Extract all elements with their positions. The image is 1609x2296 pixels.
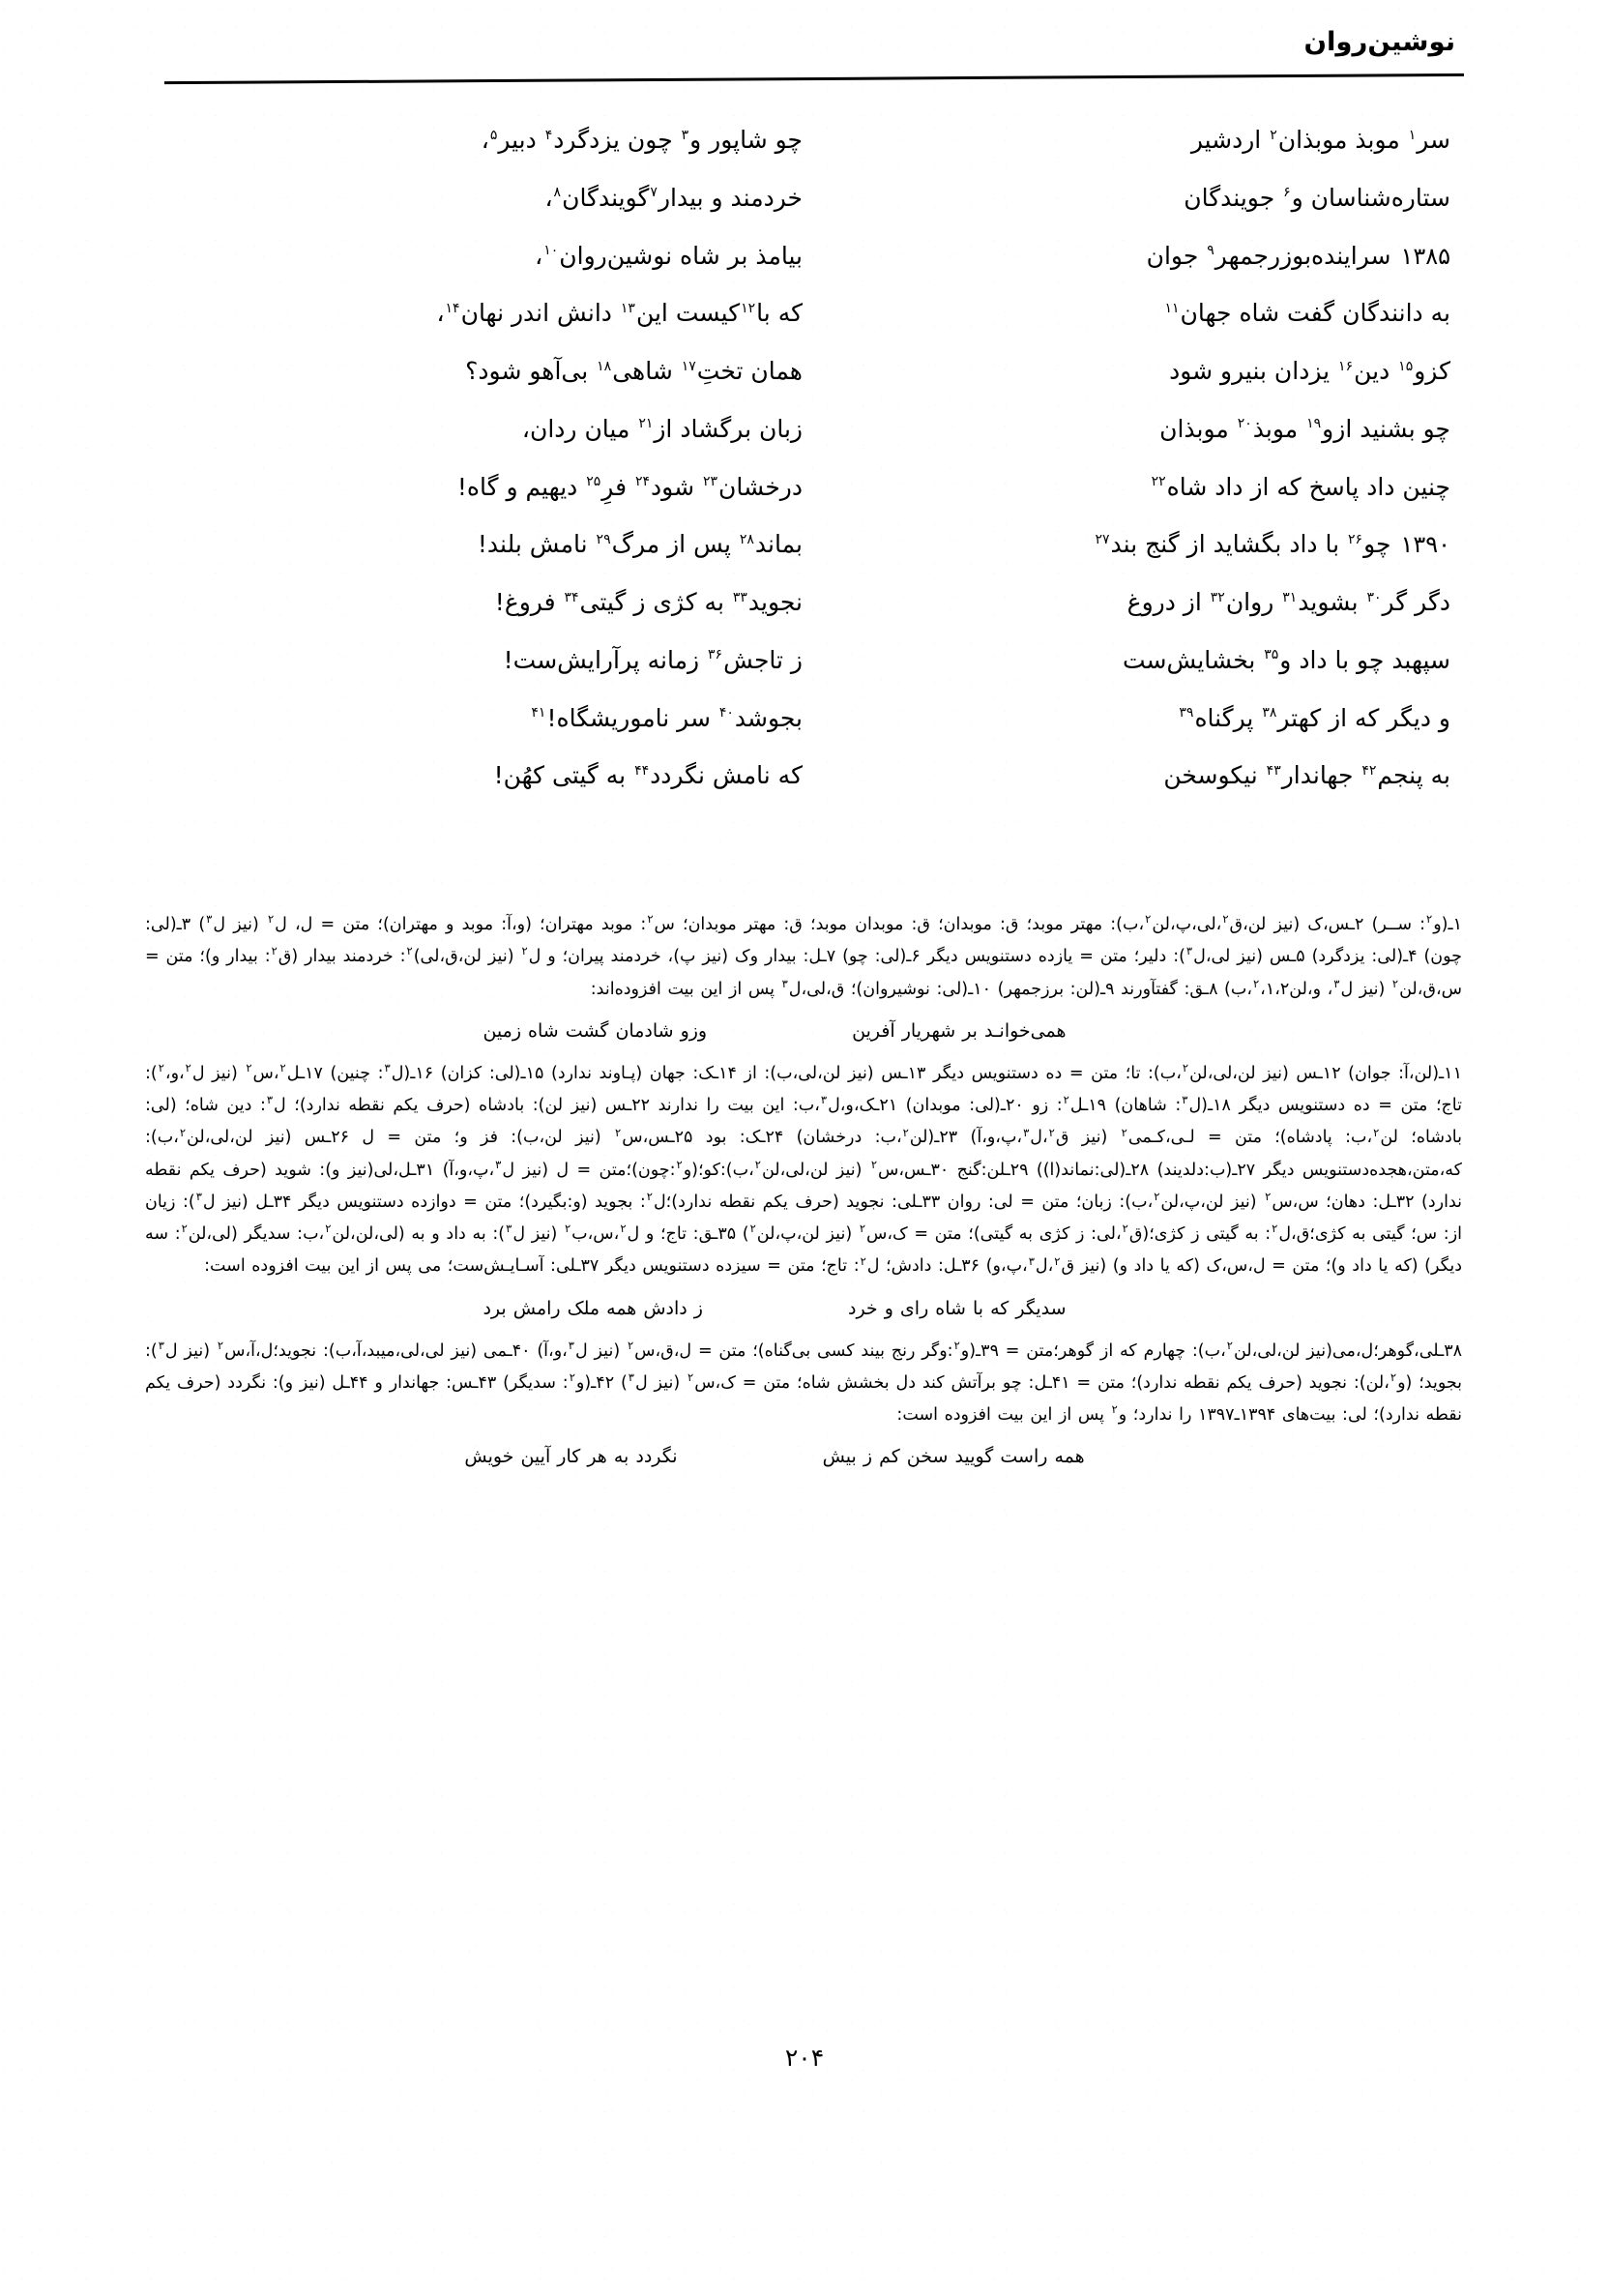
- hemistich-left: ز تاجش$^{۳۶}$ زمانه پرآرایش‌ست!: [503, 645, 803, 674]
- inset-hemistich-right: سدیگر که با شاه رای و خرد: [847, 1297, 1067, 1319]
- critical-apparatus: [145, 909, 1462, 1485]
- hemistich-left: که نامش نگردد$^{۴۴}$ به گیتی کهُن!: [493, 761, 803, 790]
- inset-couplet: [145, 1439, 1462, 1474]
- hemistich-right: سپهبد چو با داد و$^{۳۵}$ بخشایش‌ست: [1122, 645, 1450, 674]
- inset-couplet: [145, 1014, 1462, 1048]
- header-rule: [164, 74, 1464, 84]
- apparatus-paragraph: ۱ـ(و$^۲$: ســر) ۲ـس،ک (نیز لن،ق$^۲$،لی،پ،لن$^۲$،ب): مهتر موبد؛ ق: موبدان؛ ق: موبدان موبد؛ ق: مهتر موبدان؛ س$^۲$: موبد مهتران؛ (و،آ: موبد و مهتران)؛ متن = ل، ل$^۲$ (نیز ل$^۳$) ۳ـ(لی: چون) ۴ـ(لی: یزدگرد) ۵ـس (نیز لی،ل$^۳$): دلیر؛ متن = یازده دستنویس دیگر ۶ـ(لی: چو) ۷ـل: بیدار وک (نیز پ)، خردمند پیران؛ و ل$^۲$ (نیز لن،ق،لی)$^۲$: خردمند بیدار (ق$^۲$: بیدار و)؛ متن = س،ق،لن$^۲$ (نیز ل$^۳$، و،لن$^۲$،۱،۲،ب) ۸ـق: گفتآورند ۹ـ(لن: برزجمهر) ۱۰ـ(لی: نوشیروان)؛ ق،لی،ل$^۳$ پس از این بیت افزوده‌اند:: [145, 912, 1463, 999]
- verse-number: ۱۳۹۰: [1400, 531, 1450, 559]
- apparatus-paragraph: ۳۸ـلی،گوهر؛ل،می(نیز لن،لی،لن$^۲$،ب): چهارم که از گوهر؛متن = ۳۹ـ(و$^۲$:وگر رنج بیند کسی بی‌گناه)؛ متن = ل،ق،س$^۲$ (نیز ل$^۳$،و،آ) ۴۰ـمی (نیز لی،لی،میبد،آ،ب): نجوید؛ل،آ،س$^۲$ (نیز ل$^۳$): بجوید؛ (و$^۲$،لن): نجوید (حرف یکم نقطه ندارد)؛ متن = ۴۱ـل: چو برآتش کند دل بخشش شاه؛ متن = ک،س$^۲$ (نیز ل$^۳$) ۴۲ـ(و$^۲$: سدیگر) ۴۳ـس: جهاندار و ۴۴ـل (نیز و): نگردد (حرف یکم نقطه ندارد)؛ لی: بیت‌های ۱۳۹۴ـ۱۳۹۷ را ندارد؛ و$^۲$ پس از این بیت افزوده است:: [145, 1338, 1463, 1426]
- inset-couplet: [145, 1291, 1462, 1326]
- verse-line: [164, 124, 1454, 157]
- hemistich-left: بجوشد$^{۴۰}$ سر ناموریشگاه!$^{۴۱}$: [531, 703, 803, 732]
- verse-number: ۱۳۸۵: [1400, 242, 1450, 270]
- inset-hemistich-left: وزو شادمان گشت شاه زمین: [483, 1019, 708, 1042]
- hemistich-right: به پنجم$^{۴۲}$ جهاندار$^{۴۳}$ نیکوسخن: [1163, 761, 1450, 790]
- running-head: نوشین‌روان: [1303, 27, 1456, 57]
- hemistich-right: کزو$^{۱۵}$ دین$^{۱۶}$ یزدان بنیرو شود: [1169, 357, 1450, 385]
- verse-line: [164, 759, 1454, 792]
- hemistich-right: ستاره‌شناسان و$^۶$ جویندگان: [1184, 183, 1450, 212]
- inset-hemistich-left: ز دادش همه ملک رامش برد: [483, 1297, 703, 1319]
- hemistich-right: به دانندگان گفت شاه جهان$^{۱۱}$: [1164, 299, 1450, 328]
- verse-line: [164, 413, 1454, 446]
- poem-block: [164, 124, 1454, 817]
- hemistich-left: چو شاپور و$^۳$ چون یزدگرد$^۴$ دبیر$^۵$،: [481, 126, 803, 154]
- verse-line: [164, 528, 1454, 561]
- verse-line: [164, 355, 1454, 388]
- verse-line: [164, 586, 1454, 619]
- hemistich-left: که با$^{۱۲}$کیست این$^{۱۳}$ دانش اندر نهان$^{۱۴}$،: [436, 299, 803, 328]
- apparatus-paragraph: ۱۱ـ(لن،آ: جوان) ۱۲ـس (نیز لن،لی،لن$^۲$،ب): تا؛ متن = ده دستنویس دیگر ۱۳ـس (نیز لن،لی،ب): از ۱۴ـک: جهان (پـاوند ندارد) ۱۵ـ(لی: کزان) ۱۶ـ(ل$^۳$: چنین) ۱۷ـل$^۲$،س$^۲$ (نیز ل$^۲$،و،$^۲$): تاج؛ متن = ده دستنویس دیگر ۱۸ـ(ل$^۳$: شاهان) ۱۹ـل$^۲$: زو ۲۰ـ(لی: موبدان) ۲۱ـک،و،ل$^۳$،ب: این بیت را ندارند ۲۲ـس (نیز لن): بادشاه (حرف یکم نقطه ندارد)؛ ل$^۳$: دین شاه؛ (لی: بادشاه؛ لن$^۲$،ب: پادشاه)؛ متن = لـی،کـمی$^۲$ (نیز ق$^۲$،ل$^۳$،پ،و،آ) ۲۳ـ(لن$^۲$،ب: درخشان) ۲۴ـک: بود ۲۵ـس،س$^۲$ (نیز لن،ب): فز و؛ متن = ل ۲۶ـس (نیز لن،لی،لن$^۲$،ب): که،متن،هجده‌دستنویس دیگر ۲۷ـ(ب:دلدیند) ۲۸ـ(لی:نماند(ا)) ۲۹ـلن:گنج ۳۰ـس،س$^۲$ (نیز لن،لی،لن$^۲$،ب):کو؛(و$^۲$:چون)؛متن = ل (نیز ل$^۳$،پ،و،آ) ۳۱ـل،لی(نیز و): شوید (حرف یکم نقطه ندارد) ۳۲ـل: دهان؛ س،س$^۲$ (نیز لن،پ،لن$^۲$،ب): زبان؛ متن = لی: روان ۳۳ـلی: نجوید (حرف یکم نقطه ندارد)؛ل$^۲$: بجوید (و:بگیرد)؛ متن = دوازده دستنویس دیگر ۳۴ـل (نیز ل$^۳$): زیان از: س؛ گیتی به کژی؛ق،ل$^۲$: به گیتی ز کژی؛(ق$^۲$،لی: ز کژی به گیتی)؛ متن = ک،س$^۲$ (نیز لن،پ،لن$^۲$) ۳۵ـق: تاج؛ و ل$^۲$،س،ب$^۲$ (نیز ل$^۳$): به داد و به (لی،لن،لن$^۲$،ب: سدیگر (لی،لن$^۲$: سه دیگر) (که یا داد و)؛ متن = ل،س،ک (که یا داد و) (نیز ق$^۲$،ل$^۳$،پ،و) ۳۶ـل: دادش؛ ل$^۲$: تاج؛ متن = سیزده دستنویس دیگر ۳۷ـلی: آسـایـش‌ست؛ می پس از این بیت افزوده است:: [145, 1061, 1463, 1277]
- verse-line: [164, 471, 1454, 504]
- hemistich-right: سر$^۱$ موبذ موبذان$^۲$ اردشیر: [1190, 126, 1450, 154]
- hemistich-left: نجوید$^{۳۳}$ به کژی ز گیتی$^{۳۴}$ فروغ!: [494, 588, 803, 616]
- hemistich-right: چنین داد پاسخ که از داد شاه$^{۲۲}$: [1151, 472, 1450, 501]
- verse-line: [164, 182, 1454, 215]
- hemistich-left: درخشان$^{۲۳}$ شود$^{۲۴}$ فرِ$^{۲۵}$ دیهیم و گاه!: [456, 472, 803, 501]
- verse-line: [164, 702, 1454, 735]
- hemistich-right: ۱۳۸۵سراینده‌بوزرجمهر$^۹$ جوان: [1146, 241, 1450, 270]
- verse-line: [164, 644, 1454, 677]
- folio-number: ۲۰۴: [784, 2044, 825, 2072]
- hemistich-left: زبان برگشاد از$^{۲۱}$ میان ردان،: [521, 414, 803, 443]
- hemistich-left: بماند$^{۲۸}$ پس از مرگ$^{۲۹}$ نامش بلند!: [477, 530, 803, 559]
- hemistich-left: خردمند و بیدار$^۷$گویندگان$^۸$،: [544, 183, 803, 212]
- inset-hemistich-right: همه راست گویید سخن کم ز بیش: [822, 1446, 1085, 1468]
- hemistich-right: دگر گر$^{۳۰}$ بشوید$^{۳۱}$ روان$^{۳۲}$ از دروغ: [1126, 588, 1450, 616]
- hemistich-left: بیامذ بر شاه نوشین‌روان$^{۱۰}$،: [535, 241, 803, 270]
- page-header: [0, 17, 1609, 85]
- verse-line: [164, 240, 1454, 273]
- verse-line: [164, 297, 1454, 330]
- hemistich-right: و دیگر که از کهتر$^{۳۸}$ پرگناه$^{۳۹}$: [1179, 703, 1450, 732]
- hemistich-left: همان تختِ$^{۱۷}$ شاهی$^{۱۸}$ بی‌آهو شود؟: [465, 357, 803, 385]
- hemistich-right: ۱۳۹۰چو$^{۲۶}$ با داد بگشاید از گنج بند$^{۲۷}$: [1095, 530, 1450, 559]
- hemistich-right: چو بشنید ازو$^{۱۹}$ موبذ$^{۲۰}$ موبذان: [1159, 414, 1450, 443]
- inset-hemistich-right: همی‌خوانـد بر شهریار آفرین: [852, 1019, 1067, 1042]
- inset-hemistich-left: نگردد به هر کار آیین خویش: [464, 1446, 678, 1468]
